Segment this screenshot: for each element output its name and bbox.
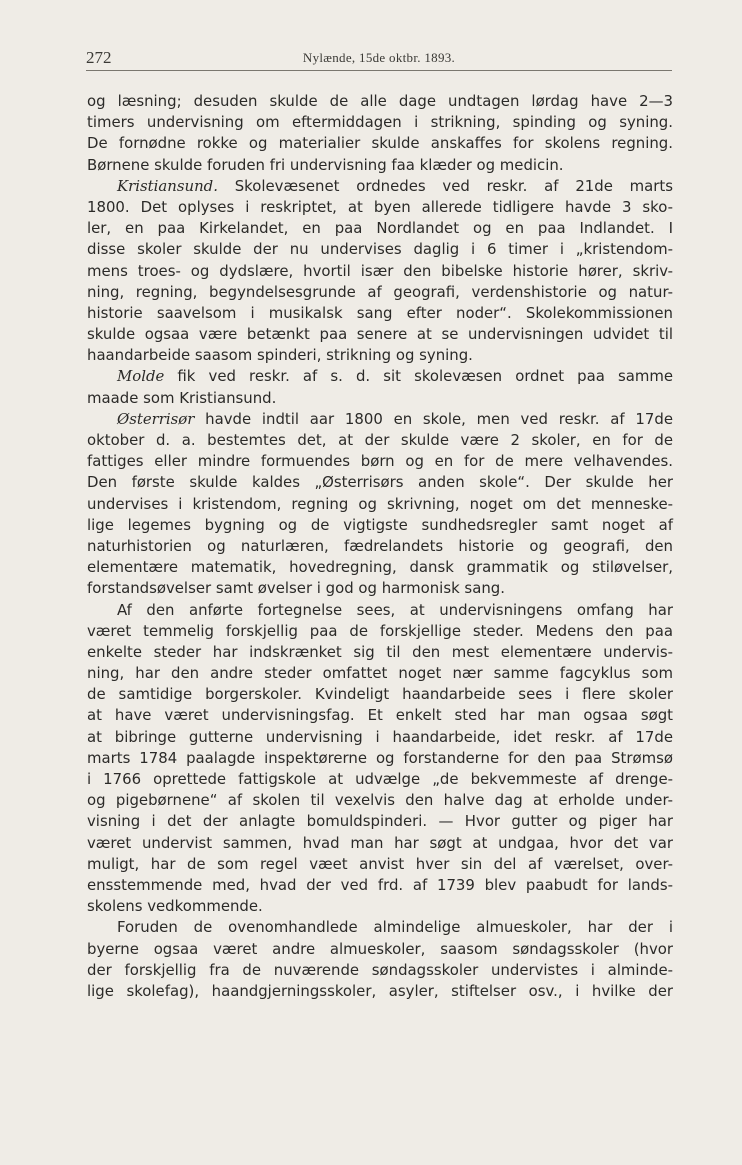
italic-place-name: Molde xyxy=(117,367,165,386)
line-text: de samtidige borgerskoler. Kvindeligt haandarbeide sees i flere skoler xyxy=(87,685,673,704)
page-header xyxy=(86,44,672,71)
text-line xyxy=(87,833,673,854)
text-line xyxy=(87,515,673,536)
text-line xyxy=(87,303,673,324)
text-line xyxy=(87,621,673,642)
line-text: lige legemes bygning og de vigtigste sundhedsregler samt noget af xyxy=(87,515,673,534)
line-text: skolens vedkommende. xyxy=(87,897,263,916)
line-text: enkelte steder har indskrænket sig til den mest elementære undervis- xyxy=(87,642,673,661)
line-text: mens troes- og dydslære, hvortil især den bibelske historie hører, skriv- xyxy=(87,261,673,280)
line-text: visning i det der anlagte bomuldspinderi. — Hvor gutter og piger har xyxy=(87,812,673,831)
text-line xyxy=(87,939,673,960)
line-text: havde indtil aar 1800 en skole, men ved reskr. af 17de xyxy=(194,409,673,428)
text-line xyxy=(87,790,673,811)
line-text: timers undervisning om eftermiddagen i strikning, spinding og syning. xyxy=(87,113,673,132)
text-line xyxy=(87,430,673,451)
line-text: og pigebørnene“ af skolen til vexelvis den halve dag at erholde under- xyxy=(87,791,673,810)
text-line xyxy=(87,663,673,684)
line-text: oktober d. a. bestemtes det, at der skulde være 2 skoler, en for de xyxy=(87,431,673,449)
line-text: der forskjellig fra de nuværende søndagsskoler undervistes i alminde- xyxy=(87,960,673,979)
line-text: at have været undervisningsfag. Et enkelt sted har man ogsaa søgt xyxy=(87,706,673,725)
text-line xyxy=(87,684,673,705)
text-line xyxy=(87,811,673,832)
text-line xyxy=(87,600,673,621)
line-text: ler, en paa Kirkelandet, en paa Nordlandet og en paa Indlandet. I xyxy=(87,219,673,238)
text-line xyxy=(87,960,673,981)
text-line xyxy=(87,557,673,578)
page-number: 272 xyxy=(86,48,112,67)
text-line xyxy=(87,409,673,430)
text-line xyxy=(87,282,673,303)
line-text: Børnene skulde foruden fri undervisning faa klæder og medicin. xyxy=(87,155,564,174)
text-line xyxy=(87,896,673,917)
line-text: ning, har den andre steder omfattet noget nær samme fagcyklus som xyxy=(87,664,673,683)
line-text: marts 1784 paalagde inspektørerne og forstanderne for den paa Strømsø xyxy=(87,748,673,767)
line-text: været undervist sammen, hvad man har søgt at undgaa, hvor det var xyxy=(87,833,673,852)
line-text: skulde ogsaa være betænkt paa senere at se undervisningen udvidet til xyxy=(87,325,673,344)
text-line xyxy=(87,727,673,748)
line-text: maade som Kristiansund. xyxy=(87,388,277,407)
text-line xyxy=(87,451,673,472)
line-text: haandarbeide saasom spinderi, strikning og syning. xyxy=(87,346,473,365)
line-text: i 1766 oprettede fattigskole at udvælge „de bekvemmeste af drenge- xyxy=(87,770,673,788)
text-line xyxy=(87,769,673,790)
line-text: De fornødne rokke og materialier skulde anskaffes for skolens regning. xyxy=(87,134,673,153)
text-line xyxy=(87,261,673,282)
line-text: muligt, har de som regel væet anvist hver sin del af værelset, over- xyxy=(87,854,673,873)
text-line xyxy=(87,536,673,557)
text-line xyxy=(87,875,673,896)
line-text: og læsning; desuden skulde de alle dage undtagen lørdag have 2—3 xyxy=(87,92,673,110)
text-line xyxy=(87,748,673,769)
line-text: lige skolefag), haandgjerningsskoler, asyler, stiftelser osv., i hvilke der xyxy=(87,981,673,1000)
text-line xyxy=(87,176,673,197)
text-line xyxy=(87,472,673,493)
line-text: Af den anførte fortegnelse sees, at undervisningens omfang har xyxy=(117,600,673,619)
text-line xyxy=(87,705,673,726)
text-line xyxy=(87,981,673,1002)
text-line xyxy=(87,112,673,133)
text-line xyxy=(87,197,673,218)
text-line xyxy=(87,917,673,938)
line-text: disse skoler skulde der nu undervises daglig i 6 timer i „kristendom- xyxy=(87,240,673,259)
italic-place-name: Kristiansund. xyxy=(117,176,218,195)
text-line xyxy=(87,578,673,599)
line-text: fattiges eller mindre formuendes børn og en for de mere velhavendes. xyxy=(87,452,673,471)
text-line xyxy=(87,218,673,239)
line-text: Den første skulde kaldes „Østerrisørs anden skole“. Der skulde her xyxy=(87,473,673,492)
line-text: ning, regning, begyndelsesgrunde af geografi, verdenshistorie og natur- xyxy=(87,282,673,301)
line-text: Skolevæsenet ordnedes ved reskr. af 21de marts xyxy=(217,176,673,195)
text-line xyxy=(87,239,673,260)
text-line xyxy=(87,91,673,112)
line-text: undervises i kristendom, regning og skrivning, noget om det menneske- xyxy=(87,494,673,513)
line-text: ensstemmende med, hvad der ved frd. af 1739 blev paabudt for lands- xyxy=(87,875,673,894)
italic-place-name: Østerrisør xyxy=(117,409,195,428)
text-line xyxy=(87,642,673,663)
line-text: 1800. Det oplyses i reskriptet, at byen allerede tidligere havde 3 sko- xyxy=(87,197,673,216)
line-text: byerne ogsaa været andre almueskoler, saasom søndagsskoler (hvor xyxy=(87,939,673,958)
text-line xyxy=(87,155,673,176)
line-text: forstandsøvelser samt øvelser i god og harmonisk sang. xyxy=(87,579,505,598)
text-line xyxy=(87,133,673,154)
running-title: Nylænde, 15de oktbr. 1893. xyxy=(302,50,456,65)
text-line xyxy=(87,388,673,409)
text-line xyxy=(87,494,673,515)
body-text xyxy=(87,91,673,1002)
line-text: fik ved reskr. af s. d. sit skolevæsen ordnet paa samme xyxy=(164,367,673,386)
line-text: elementære matematik, hovedregning, dansk grammatik og stiløvelser, xyxy=(87,558,673,577)
line-text: været temmelig forskjellig paa de forskjellige steder. Medens den paa xyxy=(87,621,673,640)
text-line xyxy=(87,854,673,875)
line-text: Foruden de ovenomhandlede almindelige almueskoler, har der i xyxy=(117,918,673,937)
text-line xyxy=(87,324,673,345)
text-line xyxy=(87,345,673,366)
line-text: naturhistorien og naturlæren, fædrelandets historie og geografi, den xyxy=(87,536,673,555)
line-text: at bibringe gutterne undervisning i haandarbeide, idet reskr. af 17de xyxy=(87,727,673,746)
text-line xyxy=(87,366,673,387)
line-text: historie saavelsom i musikalsk sang efter noder“. Skolekommissionen xyxy=(87,303,673,322)
